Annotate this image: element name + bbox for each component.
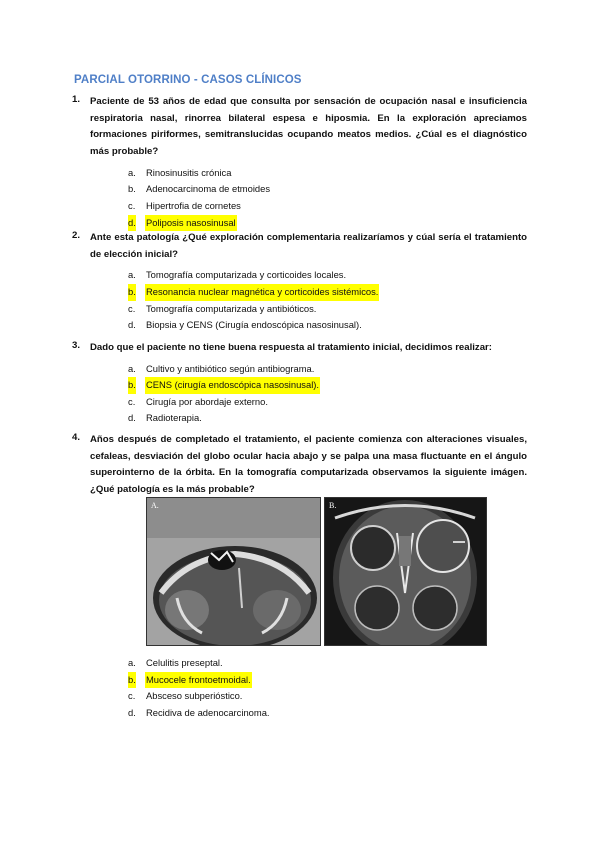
question-4 xyxy=(72,432,527,499)
option-text: Rinosinusitis crónica xyxy=(146,166,232,178)
option-text-highlighted: Resonancia nuclear magnética y corticoides sistémicos. xyxy=(145,284,379,301)
question-number: 1. xyxy=(72,94,81,105)
option-d xyxy=(90,410,527,427)
option-text-highlighted: Poliposis nasosinusal xyxy=(145,215,237,232)
option-letter: b. xyxy=(128,183,136,195)
image-label-b: B. xyxy=(329,501,337,510)
option-text: Tomografía computarizada y antibióticos. xyxy=(146,302,317,314)
question-3 xyxy=(72,340,527,427)
options-list xyxy=(90,165,527,231)
option-d-correct xyxy=(90,215,527,232)
option-c xyxy=(90,394,527,411)
option-text: Tomografía computarizada y corticoides locales. xyxy=(146,269,347,281)
ct-axial-scan-illustration xyxy=(147,498,320,645)
option-letter: d. xyxy=(128,706,136,718)
option-c xyxy=(90,198,527,215)
option-letter: c. xyxy=(128,395,136,407)
question-text: Paciente de 53 años de edad que consulta por sensación de ocupación nasal e insuficiencia respiratoria nasal, rinorrea bilateral espesa e hiposmia. En la exploración apreciamos formaciones piriformes, semitranslucidas ocupando meatos medios. ¿Cúal es el diagnóstico más probable? xyxy=(90,96,527,158)
option-text: Hipertrofia de cornetes xyxy=(146,200,241,211)
option-text-highlighted: Mucocele frontoetmoidal. xyxy=(145,672,252,689)
option-letter: a. xyxy=(128,269,136,281)
option-letter: a. xyxy=(128,657,136,668)
option-a xyxy=(90,361,527,378)
option-letter: d. xyxy=(128,319,136,331)
option-text: Adenocarcinoma de etmoides xyxy=(146,183,271,195)
option-b-correct xyxy=(90,284,527,301)
question-text: Dado que el paciente no tiene buena respuesta al tratamiento inicial, decidimos realizar: xyxy=(90,342,492,353)
option-text: Recidiva de adenocarcinoma. xyxy=(146,706,270,718)
options-list xyxy=(90,655,527,721)
question-number: 2. xyxy=(72,230,81,241)
question-number: 3. xyxy=(72,340,81,351)
ct-coronal-scan-illustration xyxy=(325,498,486,645)
question-text: Ante esta patología ¿Qué exploración complementaria realizaríamos y cúal sería el tratamiento de elección inicial? xyxy=(90,232,527,260)
option-b xyxy=(90,181,527,198)
question-text: Años después de completado el tratamiento, el paciente comienza con alteraciones visuales, cefaleas, desviación del globo ocular hacia abajo y se palpa una masa fluctuante en el ángulo superointerno de la órbita. En la tomografía computarizada observamos la siguiente imágen. ¿Qué patología es la más probable? xyxy=(90,434,527,496)
option-letter: a. xyxy=(128,362,136,374)
option-text: Absceso subperióstico. xyxy=(146,690,243,702)
option-letter: c. xyxy=(128,200,136,211)
question-4-options xyxy=(90,655,527,721)
option-text: Cirugía por abordaje externo. xyxy=(146,395,268,407)
option-text: Radioterapia. xyxy=(146,412,202,424)
option-letter: b. xyxy=(128,377,136,394)
option-c xyxy=(90,301,527,318)
option-a xyxy=(90,655,527,672)
option-c xyxy=(90,688,527,705)
ct-image-b xyxy=(324,497,487,646)
option-letter: d. xyxy=(128,215,136,232)
option-letter: c. xyxy=(128,690,136,702)
option-d xyxy=(90,317,527,334)
option-a xyxy=(90,267,527,284)
option-letter: c. xyxy=(128,302,136,314)
option-text: Biopsia y CENS (Cirugía endoscópica nasosinusal). xyxy=(146,319,362,331)
option-text: Celulitis preseptal. xyxy=(146,657,223,668)
option-a xyxy=(90,165,527,182)
question-number: 4. xyxy=(72,432,81,443)
ct-image-a xyxy=(146,497,321,646)
option-d xyxy=(90,705,527,722)
question-1 xyxy=(72,94,527,231)
option-b-correct xyxy=(90,672,527,689)
question-2 xyxy=(72,230,527,334)
document-title: PARCIAL OTORRINO - CASOS CLÍNICOS xyxy=(74,74,302,86)
option-text-highlighted: CENS (cirugía endoscópica nasosinusal). xyxy=(145,377,320,394)
options-list xyxy=(90,361,527,427)
options-list xyxy=(90,267,527,333)
option-b-correct xyxy=(90,377,527,394)
option-letter: d. xyxy=(128,412,136,424)
image-label-a: A. xyxy=(151,501,159,510)
option-letter: b. xyxy=(128,672,136,689)
option-letter: b. xyxy=(128,284,136,301)
option-text: Cultivo y antibiótico según antibiograma. xyxy=(146,362,315,374)
option-letter: a. xyxy=(128,166,136,178)
